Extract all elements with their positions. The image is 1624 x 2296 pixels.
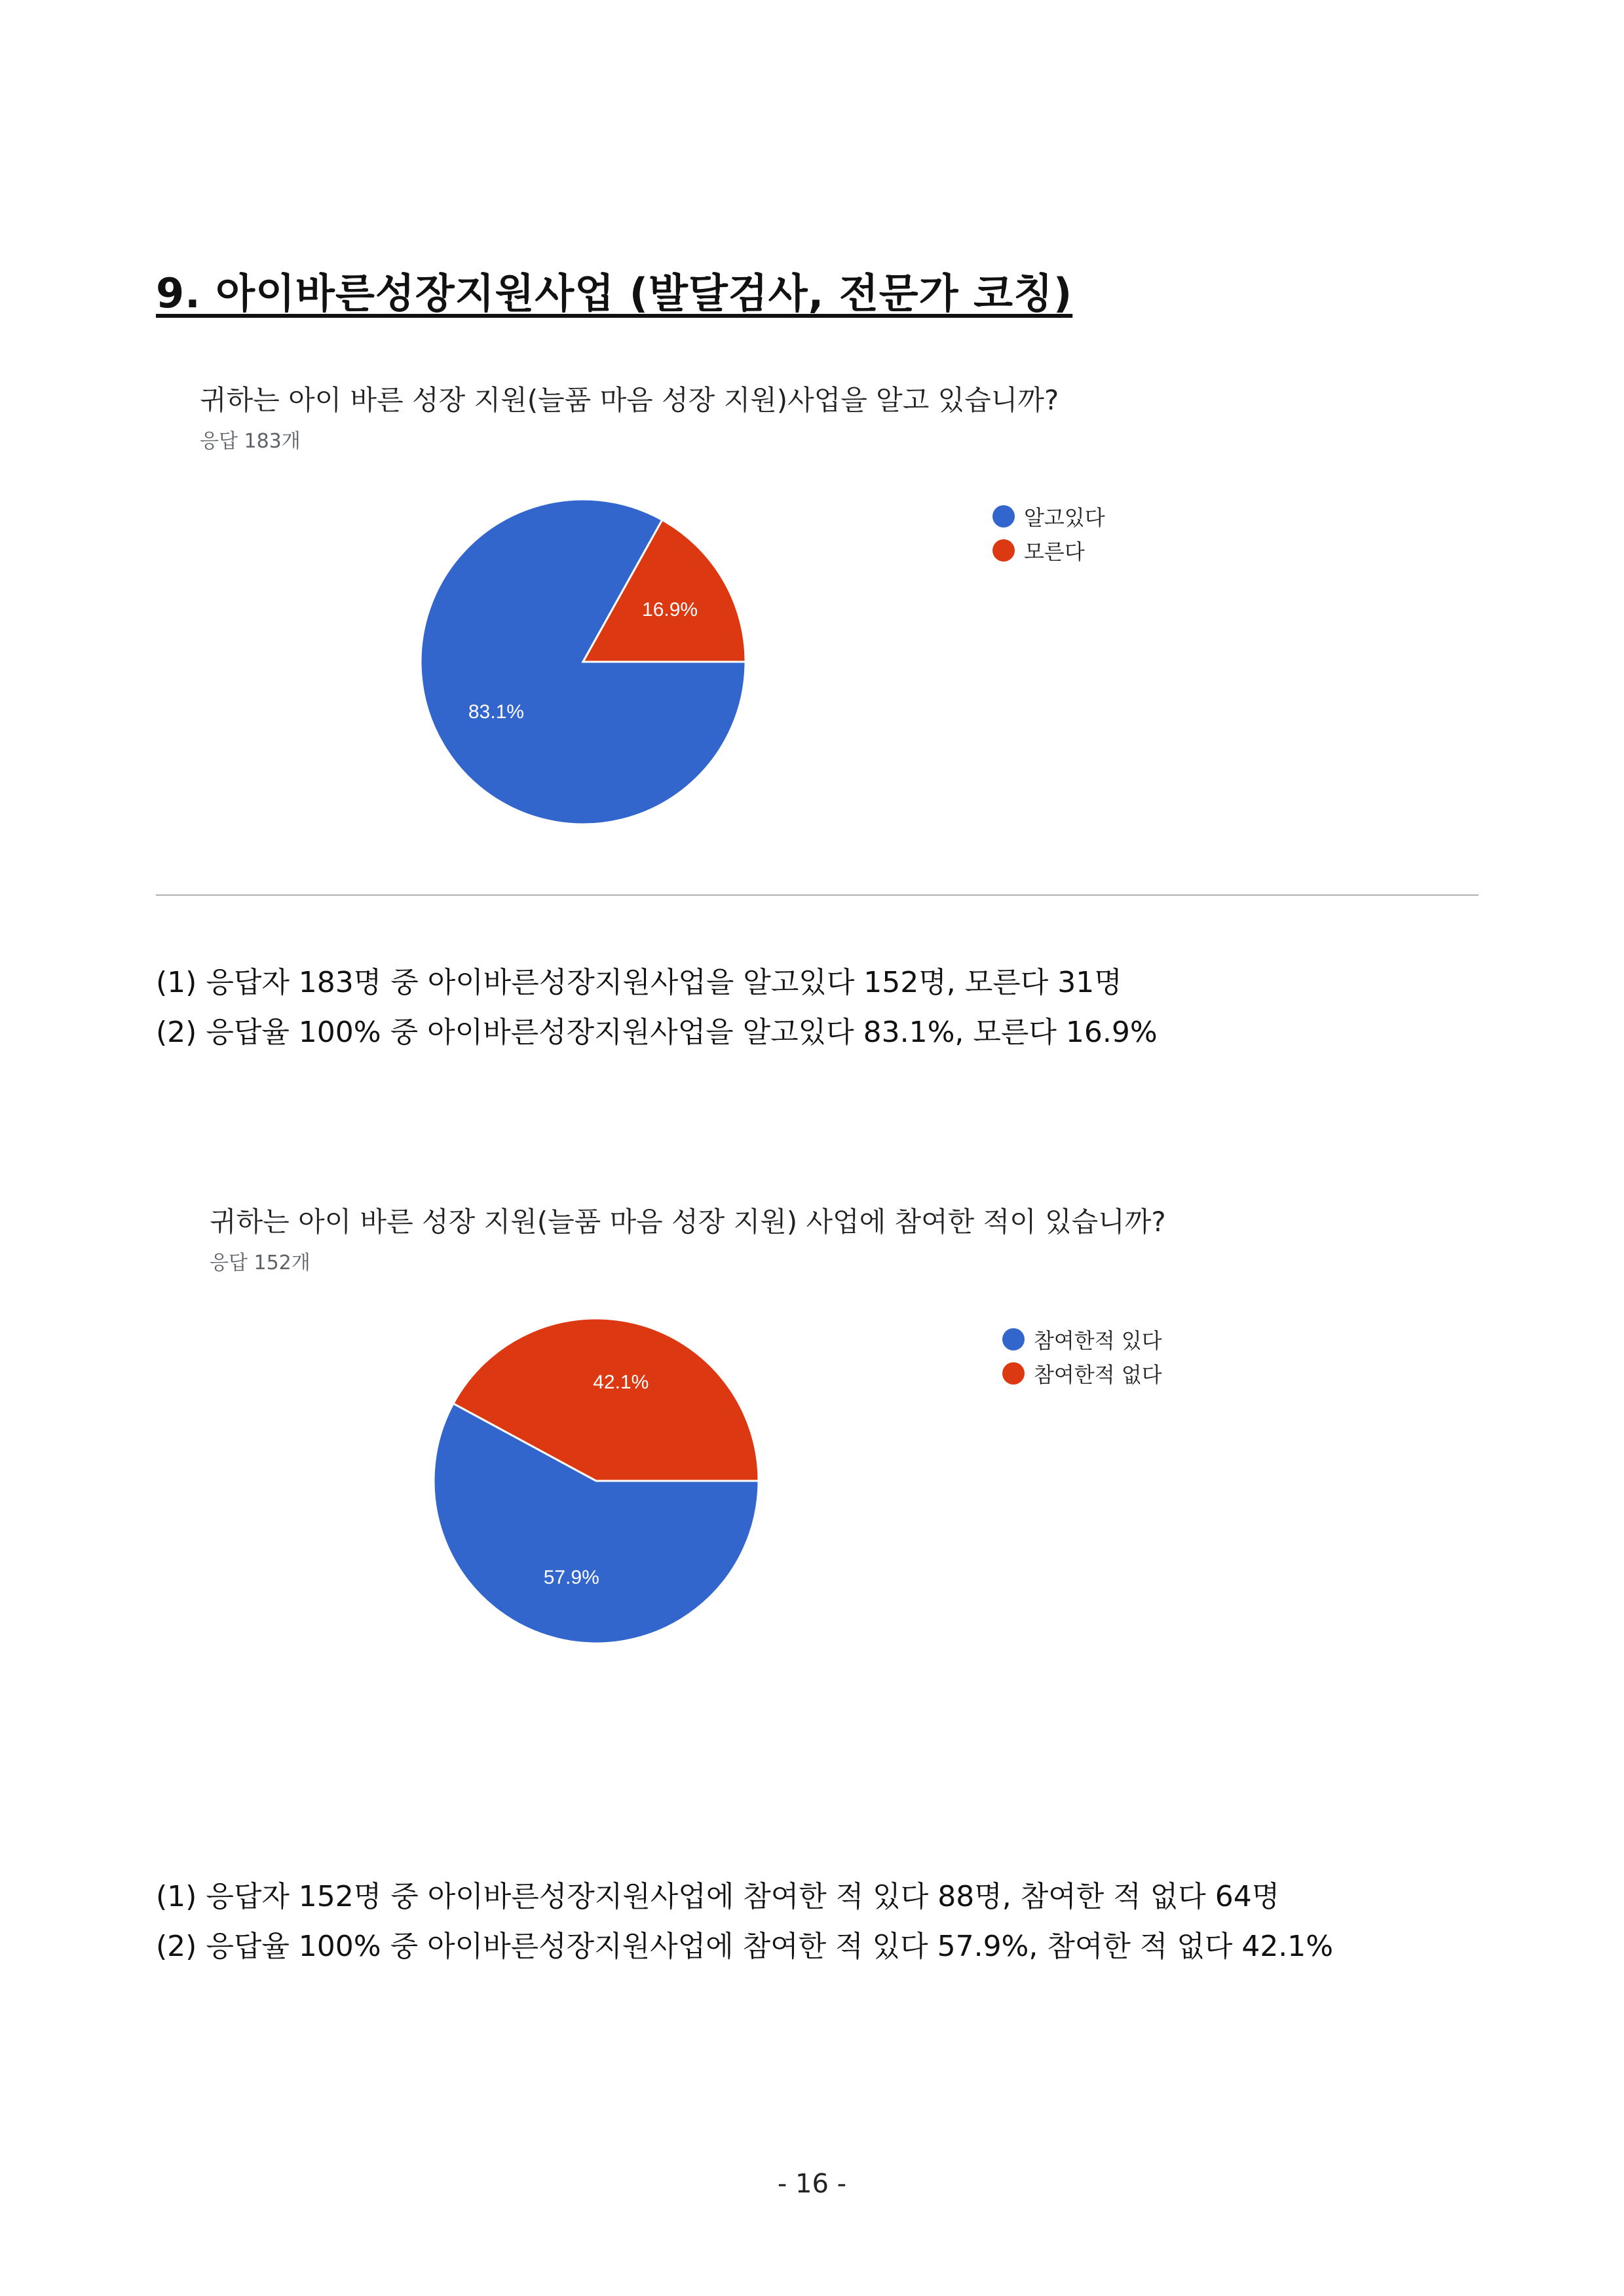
pie-chart-awareness: [419, 498, 747, 826]
legend-swatch: [992, 505, 1015, 527]
legend-swatch: [1002, 1328, 1025, 1350]
legend-item: [992, 533, 1105, 567]
legend-awareness: [992, 499, 1105, 567]
page-number: - 16 -: [777, 2169, 847, 2199]
legend-label: 알고있다: [1024, 505, 1105, 530]
legend-participation: [1002, 1322, 1162, 1390]
summary-participation: [156, 1872, 1333, 1972]
summary-line: (2) 응답율 100% 중 아이바른성장지원사업에 참여한 적 있다 57.9%, 참여한 적 없다 42.1%: [156, 1930, 1334, 1963]
legend-item: [992, 499, 1105, 533]
legend-swatch: [1002, 1362, 1025, 1385]
question-2-response-count: 응답 152개: [210, 1252, 311, 1274]
legend-swatch: [992, 539, 1015, 562]
summary-line: (1) 응답자 183명 중 아이바른성장지원사업을 알고있다 152명, 모른다 31명: [156, 966, 1122, 999]
slice-value-label: 42.1%: [593, 1371, 649, 1393]
legend-label: 참여한적 없다: [1034, 1362, 1162, 1387]
summary-line: (1) 응답자 152명 중 아이바른성장지원사업에 참여한 적 있다 88명, 참여한 적 없다 64명: [156, 1880, 1280, 1913]
legend-label: 모른다: [1024, 539, 1085, 564]
summary-awareness: [156, 958, 1158, 1058]
legend-label: 참여한적 있다: [1034, 1328, 1162, 1353]
question-1-response-count: 응답 183개: [200, 430, 301, 453]
summary-line: (2) 응답율 100% 중 아이바른성장지원사업을 알고있다 83.1%, 모른다 16.9%: [156, 1016, 1158, 1049]
question-2-text: 귀하는 아이 바른 성장 지원(늘품 마음 성장 지원) 사업에 참여한 적이 있습니까?: [210, 1206, 1166, 1238]
section-divider: [156, 894, 1479, 896]
pie-chart-participation: [432, 1317, 760, 1645]
legend-item: [1002, 1356, 1162, 1390]
section-title: 9. 아이바른성장지원사업 (발달검사, 전문가 코칭): [156, 269, 1073, 317]
slice-value-label: 16.9%: [642, 599, 698, 621]
slice-value-label: 57.9%: [543, 1566, 599, 1588]
legend-item: [1002, 1322, 1162, 1356]
question-1-text: 귀하는 아이 바른 성장 지원(늘품 마음 성장 지원)사업을 알고 있습니까?: [200, 384, 1059, 416]
slice-value-label: 83.1%: [468, 700, 524, 723]
